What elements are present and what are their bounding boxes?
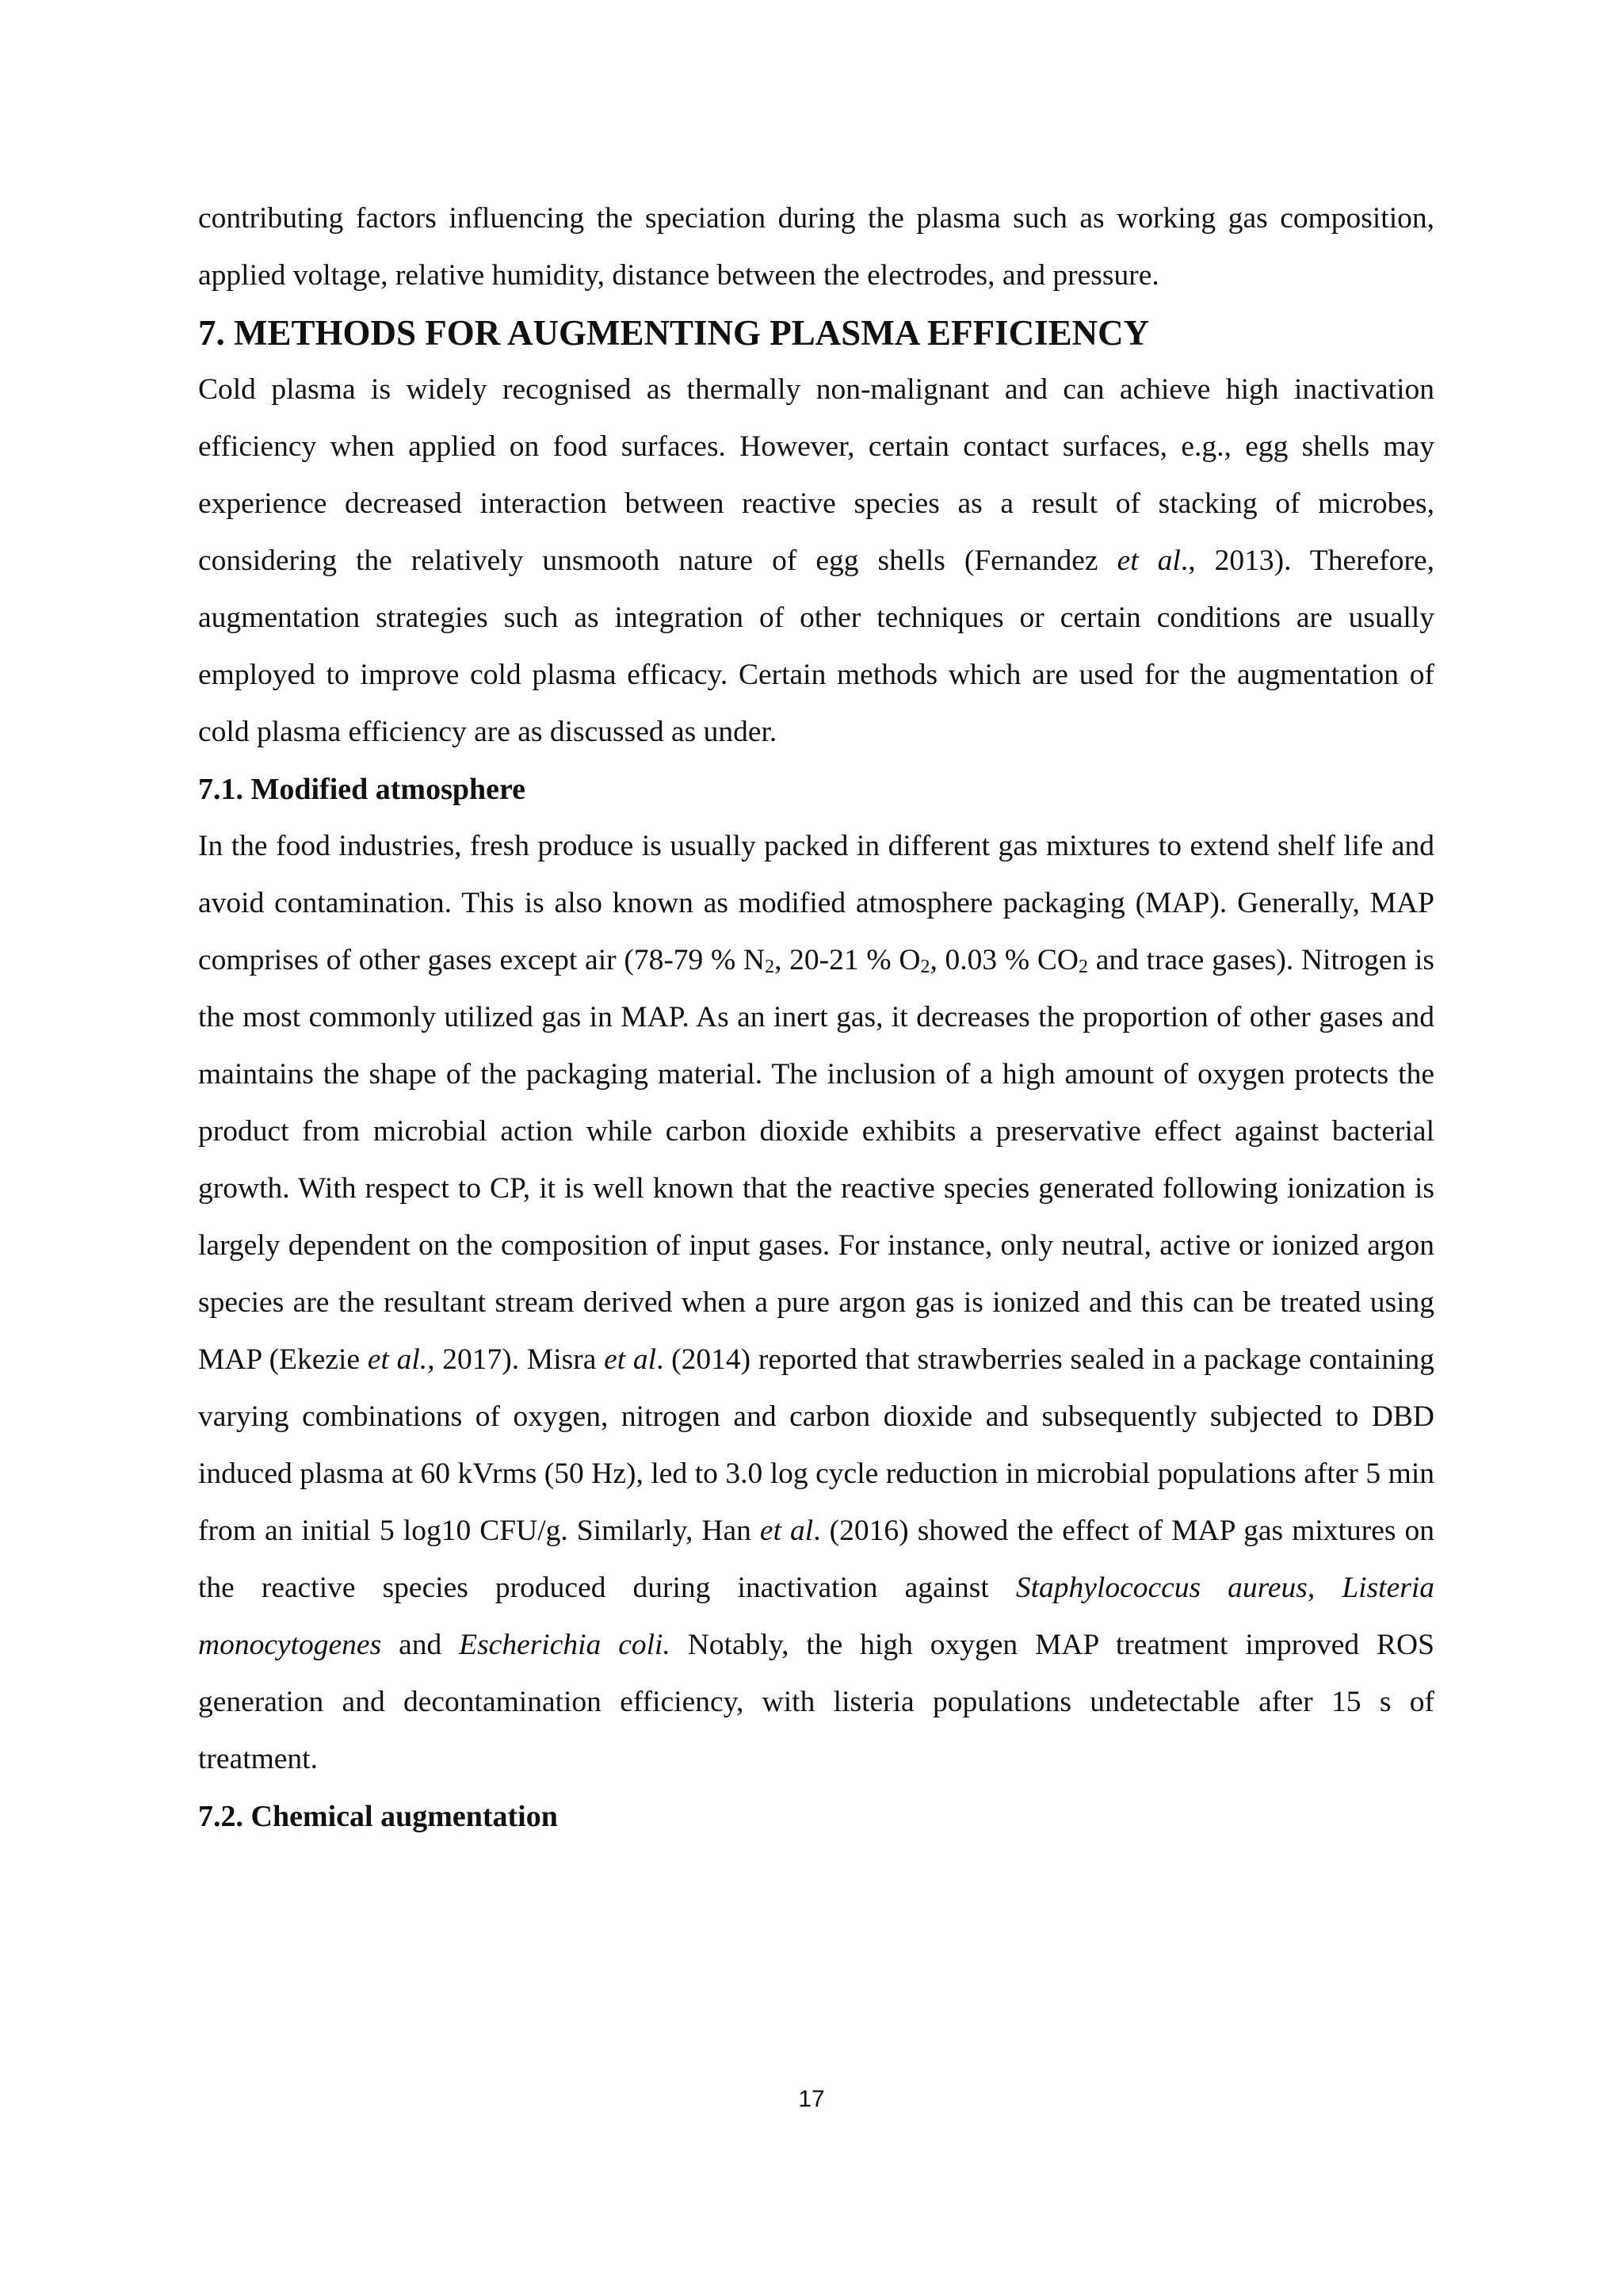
- text-run: 2017). Misra: [434, 1343, 605, 1376]
- text-run: and: [381, 1629, 460, 1661]
- text-run: Cold plasma is widely recognised as thermally non-malignant and can achieve high inactivation efficiency when applied on food surfaces. However, certain contact surfaces, e.g., egg shells may experience decreased interaction between reactive species as a result of stacking of microbes, considering the relatively unsmooth nature of egg shells (Fernandez: [198, 373, 1434, 577]
- species-name: Staphylococcus aureus: [1015, 1572, 1308, 1604]
- subscript: 2: [1078, 957, 1088, 977]
- section-7-paragraph: [198, 361, 1434, 761]
- text-run: ,: [1307, 1572, 1342, 1604]
- text-run: ., 2013). Therefore, augmentation strategies such as integration of other techniques or certain conditions are usually employed to improve cold plasma efficacy. Certain methods which are used for the augmentation of cold plasma efficiency are as discussed as under.: [198, 544, 1434, 748]
- section-7-2-heading: 7.2. Chemical augmentation: [198, 1800, 558, 1833]
- intro-paragraph: contributing factors influencing the speciation during the plasma such as working gas composition, applied voltage, relative humidity, distance between the electrodes, and pressure.: [198, 202, 1434, 292]
- citation-et-al: et al: [1117, 544, 1181, 577]
- text-run: . (2016) showed the effect of MAP gas mixtures on the reactive species produced during inactivation against: [198, 1515, 1434, 1604]
- text-run: . (2014) reported that strawberries sealed in a package containing varying combinations of oxygen, nitrogen and carbon dioxide and subsequently subjected to DBD induced plasma at 60 kVrms (50 Hz), led to 3.0 log cycle reduction in microbial populations after 5 min from an initial 5 log10 CFU/g. Similarly, Han: [198, 1343, 1434, 1547]
- text-run: and trace gases). Nitrogen is the most commonly utilized gas in MAP. As an inert gas, it decreases the proportion of other gases and maintains the shape of the packaging material. The inclusion of a high amount of oxygen protects the product from microbial action while carbon dioxide exhibits a preservative effect against bacterial growth. With respect to CP, it is well known that the reactive species generated following ionization is largely dependent on the composition of input gases. For instance, only neutral, active or ionized argon species are the resultant stream derived when a pure argon gas is ionized and this can be treated using MAP (Ekezie: [198, 944, 1434, 1376]
- species-name: Listeria monocytogenes: [198, 1572, 1435, 1661]
- text-run: Notably, the high oxygen MAP treatment improved ROS generation and decontamination efficiency, with listeria populations undetectable after 15 s of treatment.: [198, 1629, 1434, 1775]
- page-content: [198, 190, 1434, 1845]
- section-7-1-heading: 7.1. Modified atmosphere: [198, 773, 526, 806]
- species-name: Escherichia coli.: [459, 1629, 670, 1661]
- text-run: In the food industries, fresh produce is usually packed in different gas mixtures to extend shelf life and avoid contamination. This is also known as modified atmosphere packaging (MAP). Generally, MAP comprises of other gases except air (78-79 % N: [198, 830, 1434, 976]
- section-7-heading: 7. METHODS FOR AUGMENTING PLASMA EFFICIENCY: [198, 313, 1150, 353]
- citation-et-al: et al: [759, 1515, 814, 1547]
- subscript: 2: [765, 957, 775, 977]
- text-run: , 0.03 % CO: [930, 944, 1079, 976]
- section-7-1-paragraph: [198, 818, 1434, 1788]
- citation-et-al: et al: [604, 1343, 657, 1376]
- page-number: 17: [798, 2086, 825, 2112]
- text-run: , 20-21 % O: [774, 944, 921, 976]
- citation-et-al: et al.,: [367, 1343, 435, 1376]
- subscript: 2: [920, 957, 930, 977]
